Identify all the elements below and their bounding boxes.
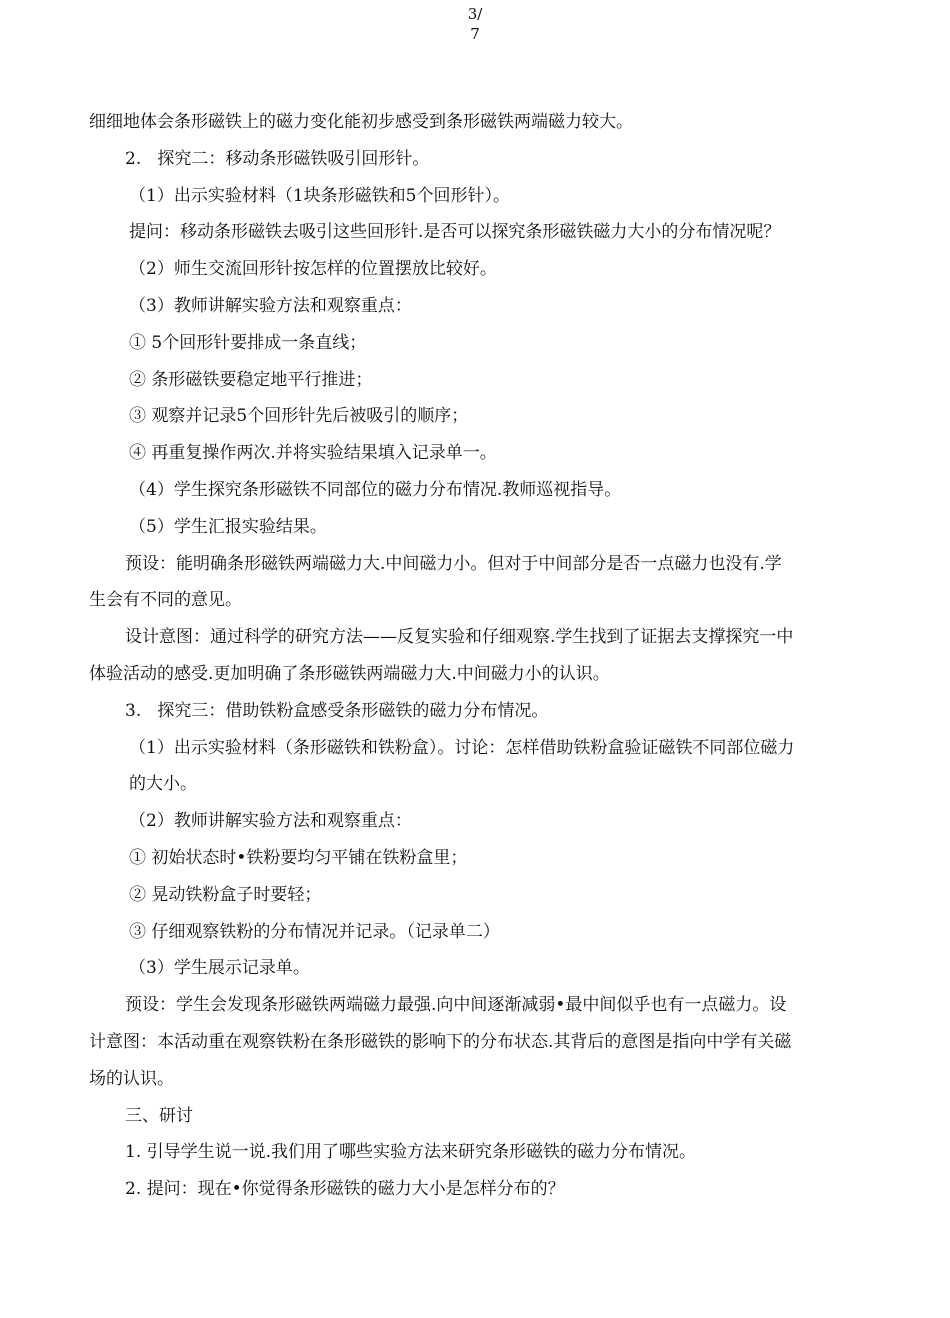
text-line: ④ 再重复操作两次.并将实验结果填入记录单一。	[129, 443, 497, 464]
page-number	[0, 4, 950, 44]
text-line: （2）教师讲解实验方法和观察重点：	[129, 811, 412, 832]
page-number-total: 7	[470, 25, 480, 43]
text-line: ② 晃动铁粉盒子时要轻；	[129, 884, 322, 905]
text-line: 的大小。	[129, 774, 197, 795]
text-line: ② 条形磁铁要稳定地平行推进；	[129, 369, 373, 390]
text-line: 生会有不同的意见。	[89, 590, 242, 611]
text-line: ③ 观察并记录5个回形针先后被吸引的顺序；	[129, 406, 469, 427]
text-line: 三、研讨	[125, 1105, 193, 1126]
text-line: ③ 仔细观察铁粉的分布情况并记录。（记录单二）	[129, 921, 500, 942]
text-line: （4）学生探究条形磁铁不同部位的磁力分布情况.教师巡视指导。	[129, 479, 622, 500]
text-line: 2. 探究二：移动条形磁铁吸引回形针。	[125, 148, 430, 169]
text-line: 3. 探究三：借助铁粉盒感受条形磁铁的磁力分布情况。	[125, 700, 549, 721]
text-line: 设计意图：通过科学的研究方法——反复实验和仔细观察.学生找到了证据去支撑探究一中	[125, 627, 794, 648]
text-line: ① 5个回形针要排成一条直线；	[129, 332, 367, 353]
text-line: 场的认识。	[89, 1068, 174, 1089]
text-line: 提问：移动条形磁铁去吸引这些回形针.是否可以探究条形磁铁磁力大小的分布情况呢？	[129, 222, 781, 243]
text-line: 体验活动的感受.更加明确了条形磁铁两端磁力大.中间磁力小的认识。	[89, 663, 610, 684]
text-line: （1）出示实验材料（条形磁铁和铁粉盒）。讨论：怎样借助铁粉盒验证磁铁不同部位磁力	[129, 737, 795, 758]
text-line: （1）出示实验材料（1块条形磁铁和5个回形针）。	[129, 185, 510, 206]
text-line: （3）教师讲解实验方法和观察重点：	[129, 295, 412, 316]
text-line: 预设：学生会发现条形磁铁两端磁力最强.向中间逐渐减弱•最中间似乎也有一点磁力。设	[125, 995, 787, 1016]
text-line: 2. 提问：现在•你觉得条形磁铁的磁力大小是怎样分布的？	[125, 1179, 565, 1200]
text-line: （3）学生展示记录单。	[129, 958, 310, 979]
text-line: 预设：能明确条形磁铁两端磁力大.中间磁力小。但对于中间部分是否一点磁力也没有.学	[125, 553, 782, 574]
text-line: 1. 引导学生说一说.我们用了哪些实验方法来研究条形磁铁的磁力分布情况。	[125, 1142, 697, 1163]
page-number-current: 3/	[467, 5, 483, 23]
document-body	[89, 104, 871, 1208]
text-line: 计意图：本活动重在观察铁粉在条形磁铁的影响下的分布状态.其背后的意图是指向中学有关磁	[89, 1031, 792, 1052]
text-line: （5）学生汇报实验结果。	[129, 516, 327, 537]
text-line: 细细地体会条形磁铁上的磁力变化能初步感受到条形磁铁两端磁力较大。	[89, 112, 633, 132]
text-line: ① 初始状态时•铁粉要均匀平铺在铁粉盒里；	[129, 847, 468, 868]
text-line: （2）师生交流回形针按怎样的位置摆放比较好。	[129, 259, 497, 280]
